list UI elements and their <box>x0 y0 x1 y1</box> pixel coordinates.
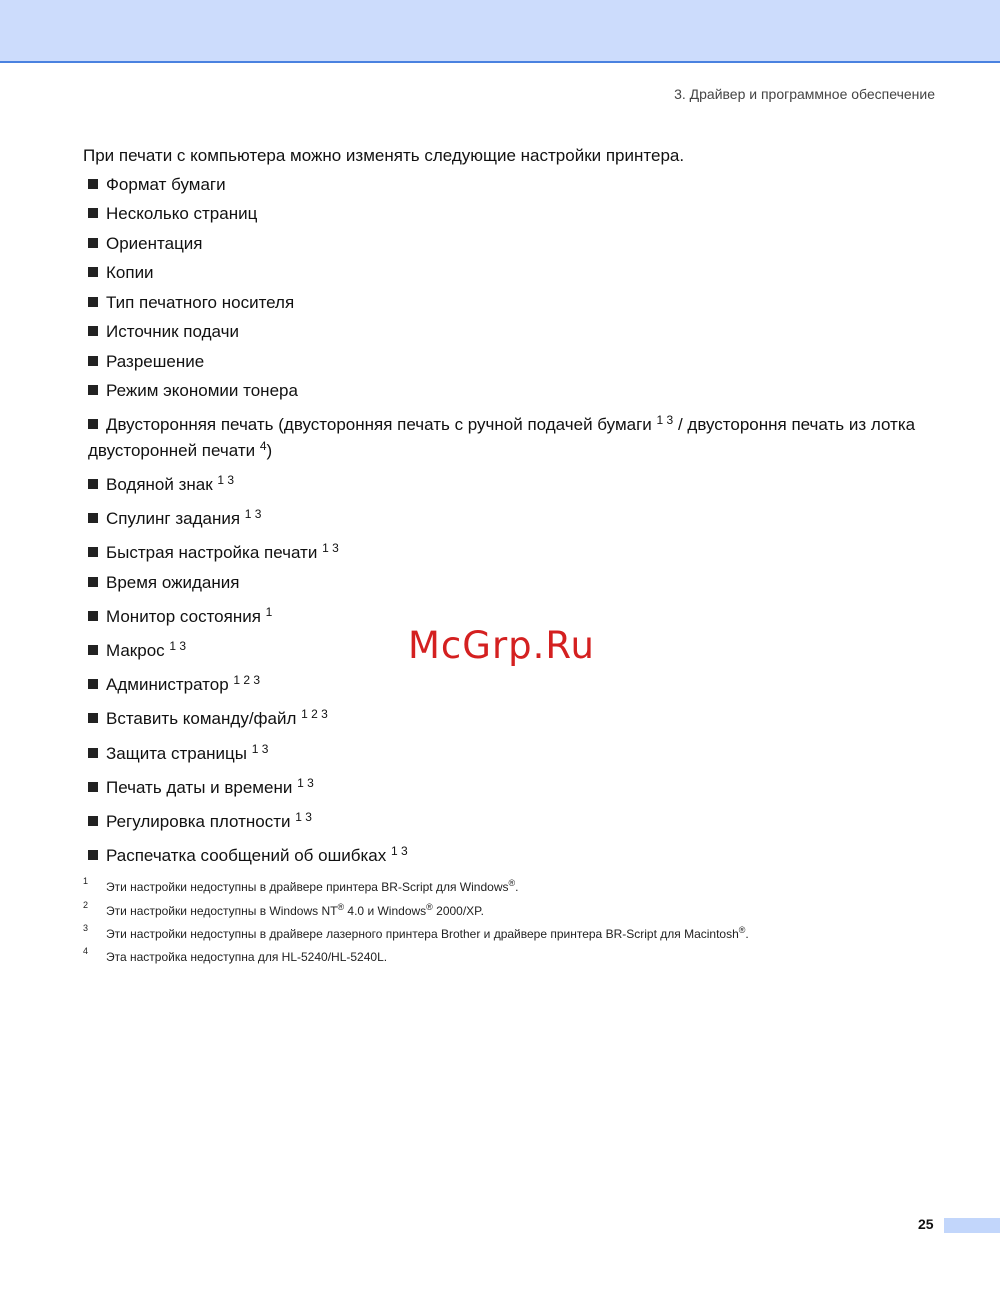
square-bullet-icon <box>88 577 98 587</box>
square-bullet-icon <box>88 782 98 792</box>
footnote-text: Эти настройки недоступны в драйвере лазерного принтера Brother и драйвере принтера BR-Script для Macintosh®. <box>106 925 749 941</box>
footnote-number: 4 <box>83 946 89 956</box>
list-item <box>88 506 938 532</box>
square-bullet-icon <box>88 326 98 336</box>
square-bullet-icon <box>88 267 98 277</box>
list-item <box>88 319 938 345</box>
page-number: 25 <box>918 1216 934 1232</box>
list-item-text: Копии <box>106 263 154 282</box>
footnote-ref: 1 3 <box>297 776 314 790</box>
list-item-text: Администратор $^{1 2 3}$ <box>106 673 261 694</box>
square-bullet-icon <box>88 679 98 689</box>
list-item <box>88 378 938 404</box>
square-bullet-icon <box>88 356 98 366</box>
footnote-ref: 1 3 <box>322 541 339 555</box>
square-bullet-icon <box>88 645 98 655</box>
list-item-text: Печать даты и времени $^{1 3}$ <box>106 776 314 797</box>
list-item <box>88 231 938 257</box>
footnote-ref: 1 <box>265 605 273 619</box>
square-bullet-icon <box>88 208 98 218</box>
footnote-number: 3 <box>83 923 89 933</box>
page-tab-marker <box>944 1218 1000 1233</box>
list-item-text: Монитор состояния $^1$ <box>106 605 273 626</box>
list-item <box>88 843 938 869</box>
list-item <box>88 349 938 375</box>
footnote-ref: 1 3 <box>390 844 408 858</box>
footnote-ref: 1 3 <box>251 742 269 756</box>
list-item <box>88 570 938 596</box>
list-item <box>88 672 938 698</box>
footnote-number: 1 <box>83 876 89 886</box>
square-bullet-icon <box>88 179 98 189</box>
list-item-text: Защита страницы $^{1 3}$ <box>106 742 269 763</box>
list-item <box>88 741 938 767</box>
list-item-text: Спулинг задания $^{1 3}$ <box>106 507 262 528</box>
intro-paragraph: При печати с компьютера можно изменять следующие настройки принтера. <box>83 146 685 165</box>
list-item <box>88 172 938 198</box>
square-bullet-icon <box>88 713 98 723</box>
list-item-text: Водяной знак $^{1 3}$ <box>106 473 235 494</box>
footnote-ref: 1 3 <box>295 810 312 824</box>
list-item-text: Тип печатного носителя <box>106 293 295 312</box>
square-bullet-icon <box>88 513 98 523</box>
square-bullet-icon <box>88 611 98 621</box>
chapter-header: 3. Драйвер и программное обеспечение <box>674 86 935 102</box>
list-item-text: Распечатка сообщений об ошибках $^{1 3}$ <box>106 844 408 865</box>
list-item <box>88 412 938 464</box>
list-item-text: Макрос $^{1 3}$ <box>106 639 187 660</box>
footnote-text: Эти настройки недоступны в Windows NT® 4.0 и Windows® 2000/XP. <box>106 902 484 918</box>
square-bullet-icon <box>88 479 98 489</box>
list-item <box>88 201 938 227</box>
footnote-ref: 1 3 <box>217 473 235 487</box>
footnote-ref: 1 3 <box>244 507 262 521</box>
list-item-text: Формат бумаги <box>106 175 226 194</box>
square-bullet-icon <box>88 419 98 429</box>
list-item-text: Режим экономии тонера <box>106 381 298 400</box>
list-item-text: Вставить команду/файл $^{1 2 3}$ <box>106 707 328 728</box>
footnote-ref: 1 3 <box>656 413 674 427</box>
square-bullet-icon <box>88 238 98 248</box>
square-bullet-icon <box>88 297 98 307</box>
list-item-text: Регулировка плотности $^{1 3}$ <box>106 810 312 831</box>
list-item <box>88 540 938 566</box>
list-item-text: Двусторонняя печать (двусторонняя печать с ручной подачей бумаги $^{1 3}$ / двустороння печать из лотка двусторонней печати $^4$) <box>88 413 916 460</box>
list-item-text: Время ожидания <box>106 573 240 592</box>
list-item <box>88 706 938 732</box>
square-bullet-icon <box>88 850 98 860</box>
footnote-number: 2 <box>83 900 89 910</box>
square-bullet-icon <box>88 816 98 826</box>
square-bullet-icon <box>88 385 98 395</box>
footnote-ref: 4 <box>259 439 267 453</box>
footnote-ref: 1 3 <box>169 639 187 653</box>
list-item <box>88 472 938 498</box>
list-item-text: Быстрая настройка печати $^{1 3}$ <box>106 541 339 562</box>
top-color-band <box>0 0 1000 63</box>
list-item <box>88 290 938 316</box>
watermark-logo: McGrp.Ru <box>408 624 595 667</box>
list-item-text: Несколько страниц <box>106 204 258 223</box>
list-item <box>88 260 938 286</box>
list-item-text: Разрешение <box>106 352 205 371</box>
footnote-ref: 1 2 3 <box>301 707 328 721</box>
footnote-text: Эти настройки недоступны в драйвере принтера BR-Script для Windows®. <box>106 878 519 894</box>
list-item <box>88 775 938 801</box>
list-item-text: Ориентация <box>106 234 203 253</box>
list-item-text: Источник подачи <box>106 322 239 341</box>
list-item <box>88 809 938 835</box>
footnote-ref: 1 2 3 <box>233 673 261 687</box>
footnote-text: Эта настройка недоступна для HL-5240/HL-5240L. <box>106 950 388 964</box>
square-bullet-icon <box>88 748 98 758</box>
square-bullet-icon <box>88 547 98 557</box>
